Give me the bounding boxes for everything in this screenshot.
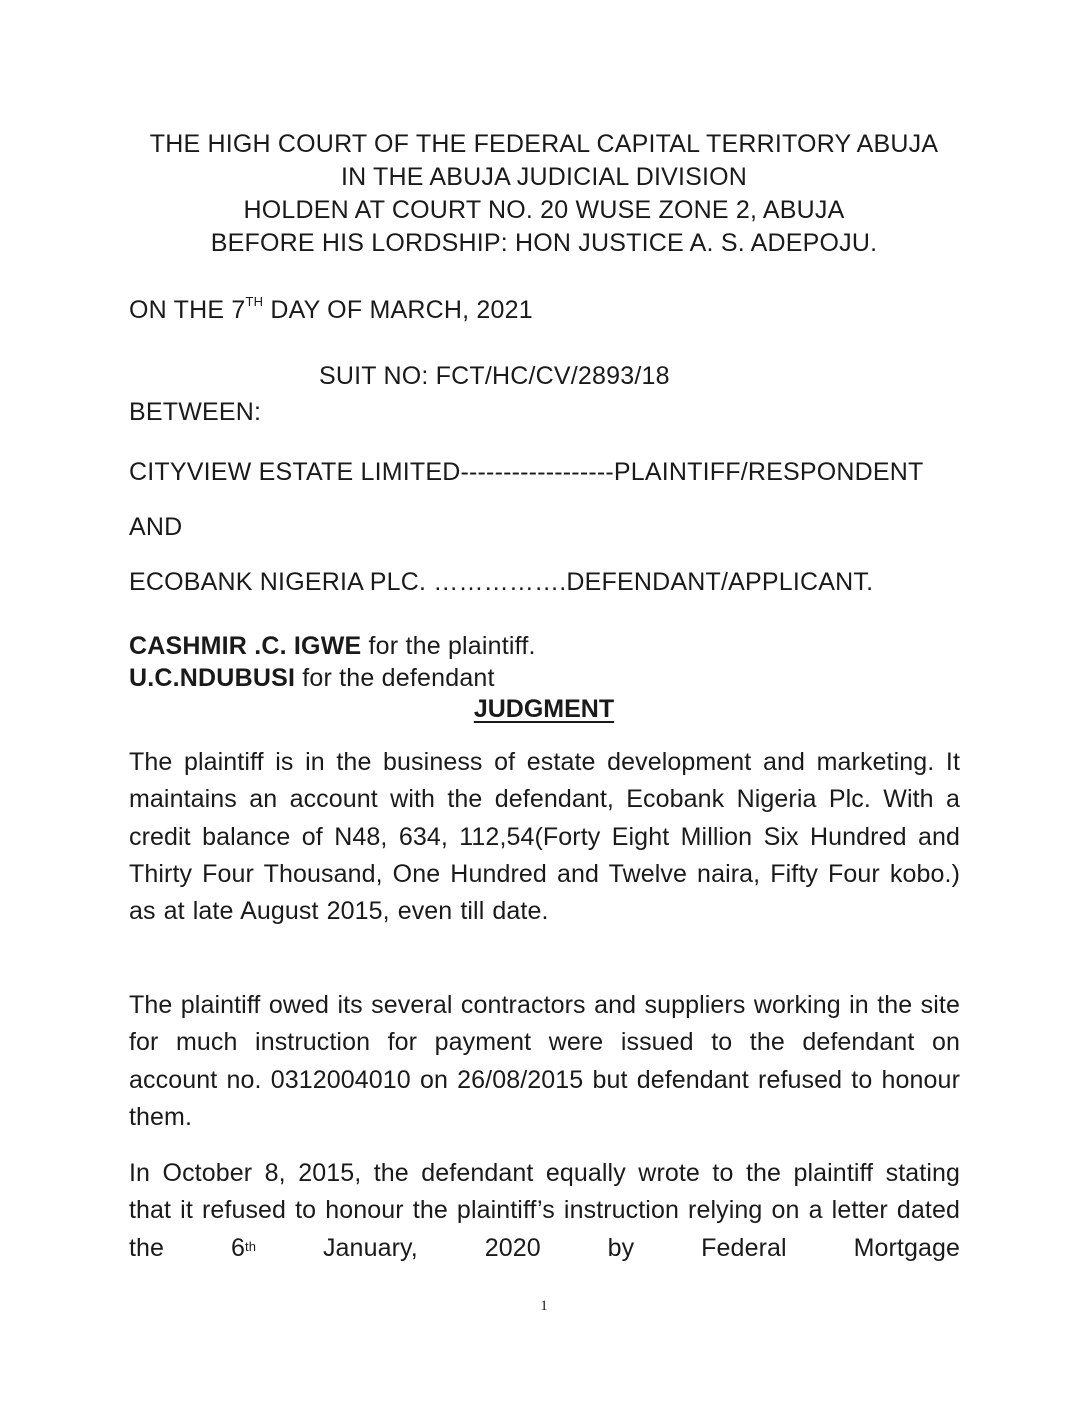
presiding-judge: BEFORE HIS LORDSHIP: HON JUSTICE A. S. ADEPOJU. (210, 229, 878, 257)
judgment-heading: JUDGMENT (473, 695, 615, 723)
court-name: THE HIGH COURT OF THE FEDERAL CAPITAL TERRITORY ABUJA (149, 130, 939, 158)
page-number: 1 (540, 1298, 548, 1314)
plaintiff-party: CITYVIEW ESTATE LIMITED------------------PLAINTIFF/RESPONDENT (129, 458, 924, 486)
suit-number: SUIT NO: FCT/HC/CV/2893/18 (319, 362, 670, 390)
court-header (0, 128, 1088, 260)
paragraph-1: The plaintiff is in the business of estate development and marketing. It maintains an account with the defendant, Ecobank Nigeria Plc. With a credit balance of N48, 634, 112,54(Forty Eight Million Six Hundred and Thirty Four Thousand, One Hundred and Twelve naira, Fifty Four kobo.) as at late August 2015, even till date. (129, 748, 960, 926)
paragraph-3-ordinal: th (244, 1238, 257, 1254)
plaintiff-counsel: CASHMIR .C. IGWE for the plaintiff. (129, 632, 536, 660)
defendant-party: ECOBANK NIGERIA PLC. …………….DEFENDANT/APPLICANT. (129, 568, 874, 596)
plaintiff-counsel-name: CASHMIR .C. IGWE (129, 632, 362, 660)
defendant-counsel-name: U.C.NDUBUSI (129, 664, 296, 692)
judgment-date: ON THE 7TH DAY OF MARCH, 2021 (129, 294, 533, 324)
judicial-division: IN THE ABUJA JUDICIAL DIVISION (340, 163, 748, 191)
date-ordinal: TH (245, 294, 264, 309)
court-location: HOLDEN AT COURT NO. 20 WUSE ZONE 2, ABUJA (243, 196, 845, 224)
paragraph-3: In October 8, 2015, the defendant equally wrote to the plaintiff stating that it refused to honour the plaintiff’s instruction relying on a letter dated the 6th January, 2020 by Federal Mortgage (129, 1159, 960, 1262)
between-label: BETWEEN: (129, 398, 262, 426)
and-label: AND (129, 513, 183, 541)
defendant-counsel: U.C.NDUBUSI for the defendant (129, 664, 495, 692)
paragraph-2: The plaintiff owed its several contractors and suppliers working in the site for much instruction for payment were issued to the defendant on account no. 0312004010 on 26/08/2015 but defendant refused to honour them. (129, 991, 960, 1131)
